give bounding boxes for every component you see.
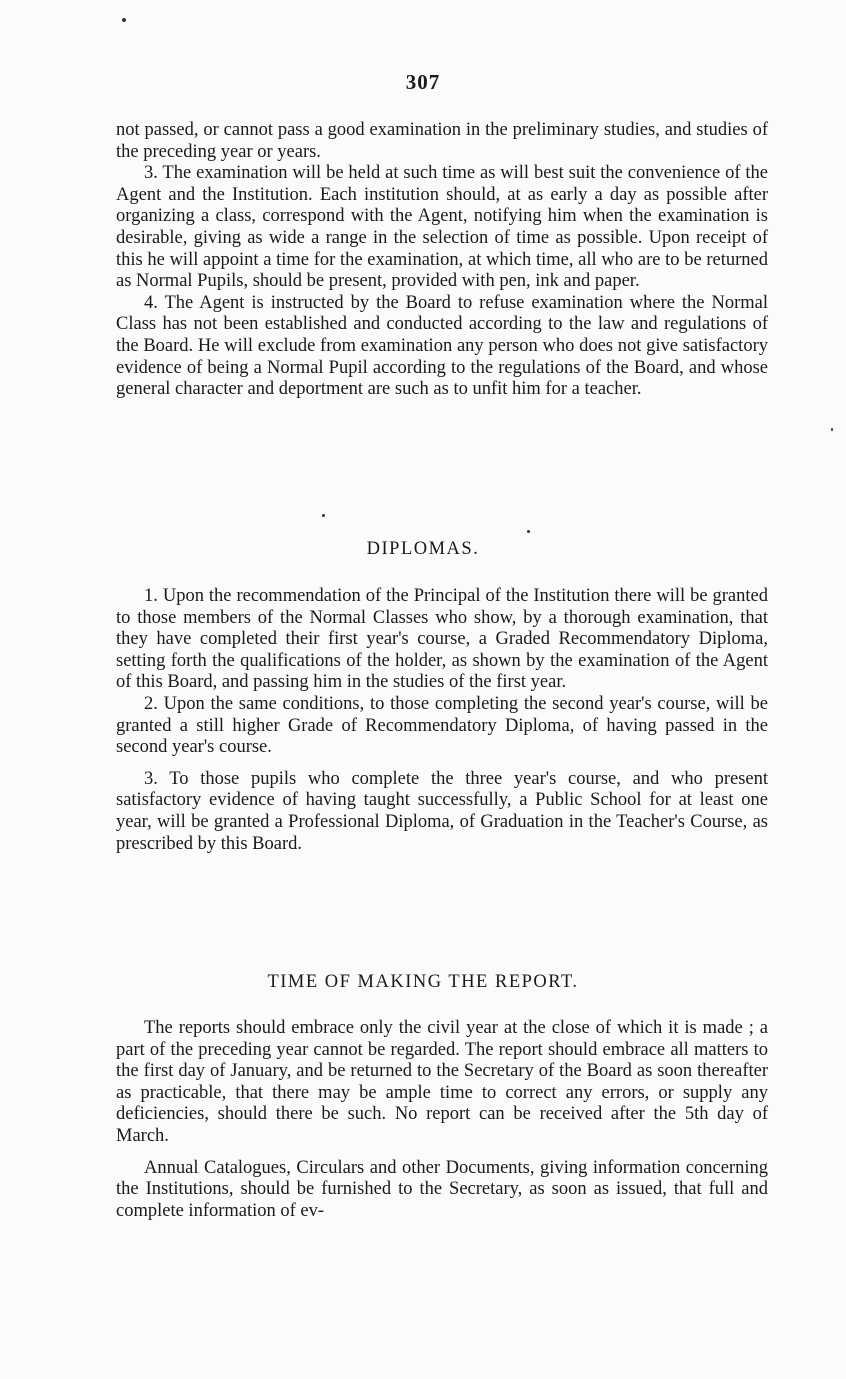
paragraph-item-3: 3. The examination will be held at such time as will best suit the convenience of the Agent and the Institution. Each institution should, at as early a day as possible after organizing a class, correspond with the Agent, notifying him when the examination is desirable, giving as wide a range in the selection of time as possible. Upon receipt of this he will appoint a time for the examination, at which time, all who are to be returned as Normal Pupils, should be present, provided with pen, ink and paper. (116, 163, 768, 292)
paragraph-diploma-3: 3. To those pupils who complete the three year's course, and who present satisfactory evidence of having taught successfully, a Public School for at least one year, will be granted a Professional Diploma, of Graduation in the Teacher's Course, as prescribed by this Board. (116, 768, 768, 854)
report-section (116, 1018, 768, 1222)
print-speck (122, 18, 126, 22)
print-speck (831, 428, 833, 431)
paragraph-report-2: Annual Catalogues, Circulars and other Documents, giving information concerning the Institutions, should be furnished to the Secretary, as soon as issued, that full and complete information of ev- (116, 1157, 768, 1221)
paragraph-report-1: The reports should embrace only the civil year at the close of which it is made ; a part of the preceding year cannot be regarded. The report should embrace all matters to the first day of January, and be returned to the Secretary of the Board as soon thereafter as practicable, that there may be ample time to correct any errors, or supply any deficiencies, should there be such. No report can be received after the 5th day of March. (116, 1018, 768, 1146)
paragraph-item-4: 4. The Agent is instructed by the Board to refuse examination where the Normal Class has not been established and conducted according to the law and regulations of the Board. He will exclude from examination any person who does not give satisfactory evidence of being a Normal Pupil according to the regulations of the Board, and whose general character and deportment are such as to unfit him for a teacher. (116, 292, 768, 400)
section-heading-diplomas: DIPLOMAS. (366, 539, 480, 559)
paragraph-continued: not passed, or cannot pass a good examination in the preliminary studies, and studies of the preceding year or years. (116, 120, 768, 162)
section-heading-report: TIME OF MAKING THE REPORT. (267, 972, 579, 992)
paragraph-diploma-1: 1. Upon the recommendation of the Principal of the Institution there will be granted to those members of the Normal Classes who show, by a thorough examination, that they have completed their first year's course, a Graded Recommendatory Diploma, setting forth the qualifications of the holder, as shown by the examination of the Agent of this Board, and passing him in the studies of the first year. (116, 586, 768, 693)
paragraph-diploma-2: 2. Upon the same conditions, to those completing the second year's course, will be granted a still higher Grade of Recommendatory Diploma, of having passed in the second year's course. (116, 693, 768, 758)
print-speck (322, 514, 325, 517)
diplomas-section (116, 586, 768, 855)
print-speck (527, 530, 530, 533)
examination-section (116, 120, 768, 401)
page-number: 307 (405, 70, 441, 94)
